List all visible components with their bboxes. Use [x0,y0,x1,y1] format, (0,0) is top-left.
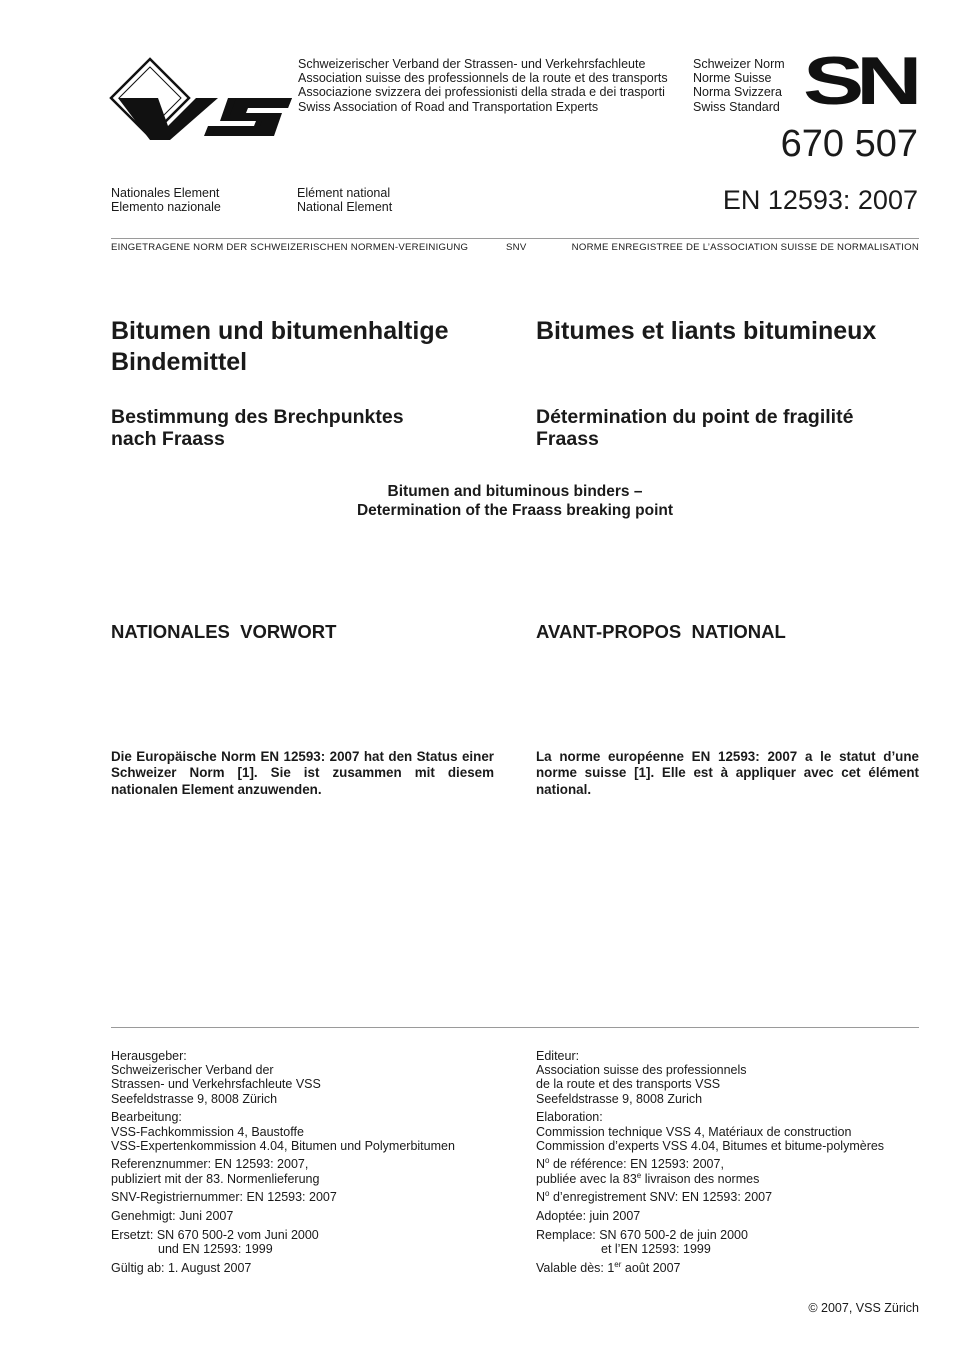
element-line-fr: Elément national [297,186,391,200]
subtitle-de-line-1: Bestimmung des Brechpunktes [111,406,404,428]
element-line-it: Elemento nazionale [111,200,221,215]
registered-norm-fr: NORME ENREGISTREE DE L’ASSOCIATION SUISSE DE NORMALISATION [571,242,919,253]
approved-fr: Adoptée: juin 2007 [536,1209,641,1224]
valid-from-fr: Valable dès: 1er août 2007 [536,1259,681,1275]
footer-fr [536,1049,884,1275]
intro-text-de: Die Europäische Norm EN 12593: 2007 hat den Status einer Schweizer Norm [1]. Sie ist zusammen mit diesem nationalen Element anzuwenden. [111,749,494,797]
subtitle-fr-line-2: Fraass [536,428,599,450]
national-element-fr-en [297,186,392,214]
editing-line: VSS-Expertenkommission 4.04, Bitumen und Polymerbitumen [111,1138,455,1153]
reference-line: publiziert mit der 83. Normenlieferung [111,1171,320,1186]
editing-label-de: Bearbeitung: [111,1110,182,1125]
vss-logo-s2 [212,98,292,138]
editing-line: Commission d’experts VSS 4.04, Bitumes et bitume-polymères [536,1138,885,1153]
org-line-en: Swiss Association of Road and Transportation Experts [298,99,599,114]
editing-line: Commission technique VSS 4, Matériaux de construction [536,1124,852,1139]
sn-logo-text: SN [803,50,915,112]
norm-line-fr: Norme Suisse [693,71,772,86]
subtitle-de [111,406,404,450]
registered-norm-de: EINGETRAGENE NORM DER SCHWEIZERISCHEN NORMEN-VEREINIGUNG [111,242,469,253]
publisher-line: Seefeldstrasse 9, 8008 Zürich [111,1091,278,1106]
norm-line-en: Swiss Standard [693,99,780,114]
title-de-line-2: Bindemittel [111,348,248,376]
publisher-label-de: Herausgeber: [111,1049,187,1063]
subtitle-fr-line-1: Détermination du point de fragilité [536,406,854,428]
norm-number: 670 507 [780,123,918,165]
publisher-line: Association suisse des professionnels [536,1063,747,1078]
element-line-en: National Element [297,200,393,215]
snv-registration-de: SNV-Registriernummer: EN 12593: 2007 [111,1190,337,1205]
editing-line: VSS-Fachkommission 4, Baustoffe [111,1124,304,1139]
replaces-fr-cont: et l’EN 12593: 1999 [601,1241,711,1256]
organisation-names [298,57,668,114]
sn-logo [803,50,919,112]
title-fr: Bitumes et liants bitumineux [536,317,877,345]
publisher-line: de la route et des transports VSS [536,1077,721,1092]
footer-de [111,1049,455,1275]
national-element-de-it [111,186,221,214]
title-en [111,483,919,520]
title-en-line-2: Determination of the Fraass breaking point [356,501,674,519]
editing-label-fr: Elaboration: [536,1110,603,1125]
approved-de: Genehmigt: Juni 2007 [111,1209,234,1224]
publisher-line: Seefeldstrasse 9, 8008 Zurich [536,1091,703,1106]
snv-registration-fr: $N^o$ d’enregistrement SNV: EN 12593: 2007 [536,1189,773,1205]
reference-line-fr-1: $N^o$ de référence: EN 12593: 2007, [536,1156,724,1172]
header-divider [111,238,919,239]
publisher-label-fr: Editeur: [536,1049,580,1063]
section-heading-fr: AVANT-PROPOS NATIONAL [536,621,786,642]
org-line-de: Schweizerischer Verband der Strassen- und Verkehrsfachleute [298,57,646,71]
title-de [111,316,449,378]
intro-text-fr: La norme européenne EN 12593: 2007 a le statut d’une norme suisse [1]. Elle est à appliquer avec cet élément national. [536,749,919,797]
subtitle-de-line-2: nach Fraass [111,428,225,450]
org-line-fr: Association suisse des professionnels de la route et des transports [298,71,668,86]
norm-type-names [693,57,785,114]
title-en-line-1: Bitumen and bituminous binders – [387,483,643,500]
title-de-line-1: Bitumen und bitumenhaltige [111,317,449,345]
replaces-de: Ersetzt: SN 670 500-2 vom Juni 2000 [111,1227,319,1242]
section-heading-de: NATIONALES VORWORT [111,621,337,642]
footer-divider [111,1027,919,1028]
org-line-it: Associazione svizzera dei professionisti della strada e dei trasporti [298,85,665,100]
publisher-line: Schweizerischer Verband der [111,1063,274,1078]
copyright: © 2007, VSS Zürich [808,1301,919,1315]
replaces-de-cont: und EN 12593: 1999 [158,1241,273,1256]
registered-norm-snv: SNV [506,242,527,253]
publisher-line: Strassen- und Verkehrsfachleute VSS [111,1077,321,1092]
subtitle-fr [536,406,853,450]
norm-line-de: Schweizer Norm [693,57,785,71]
en-number: EN 12593: 2007 [722,185,918,215]
norm-line-it: Norma Svizzera [693,85,782,100]
valid-from-de: Gültig ab: 1. August 2007 [111,1260,252,1275]
reference-line: Referenznummer: EN 12593: 2007, [111,1157,309,1172]
replaces-fr: Remplace: SN 670 500-2 de juin 2000 [536,1227,748,1242]
reference-line-fr-2: publiée avec la 83e livraison des normes [536,1170,760,1186]
element-line-de: Nationales Element [111,186,220,200]
